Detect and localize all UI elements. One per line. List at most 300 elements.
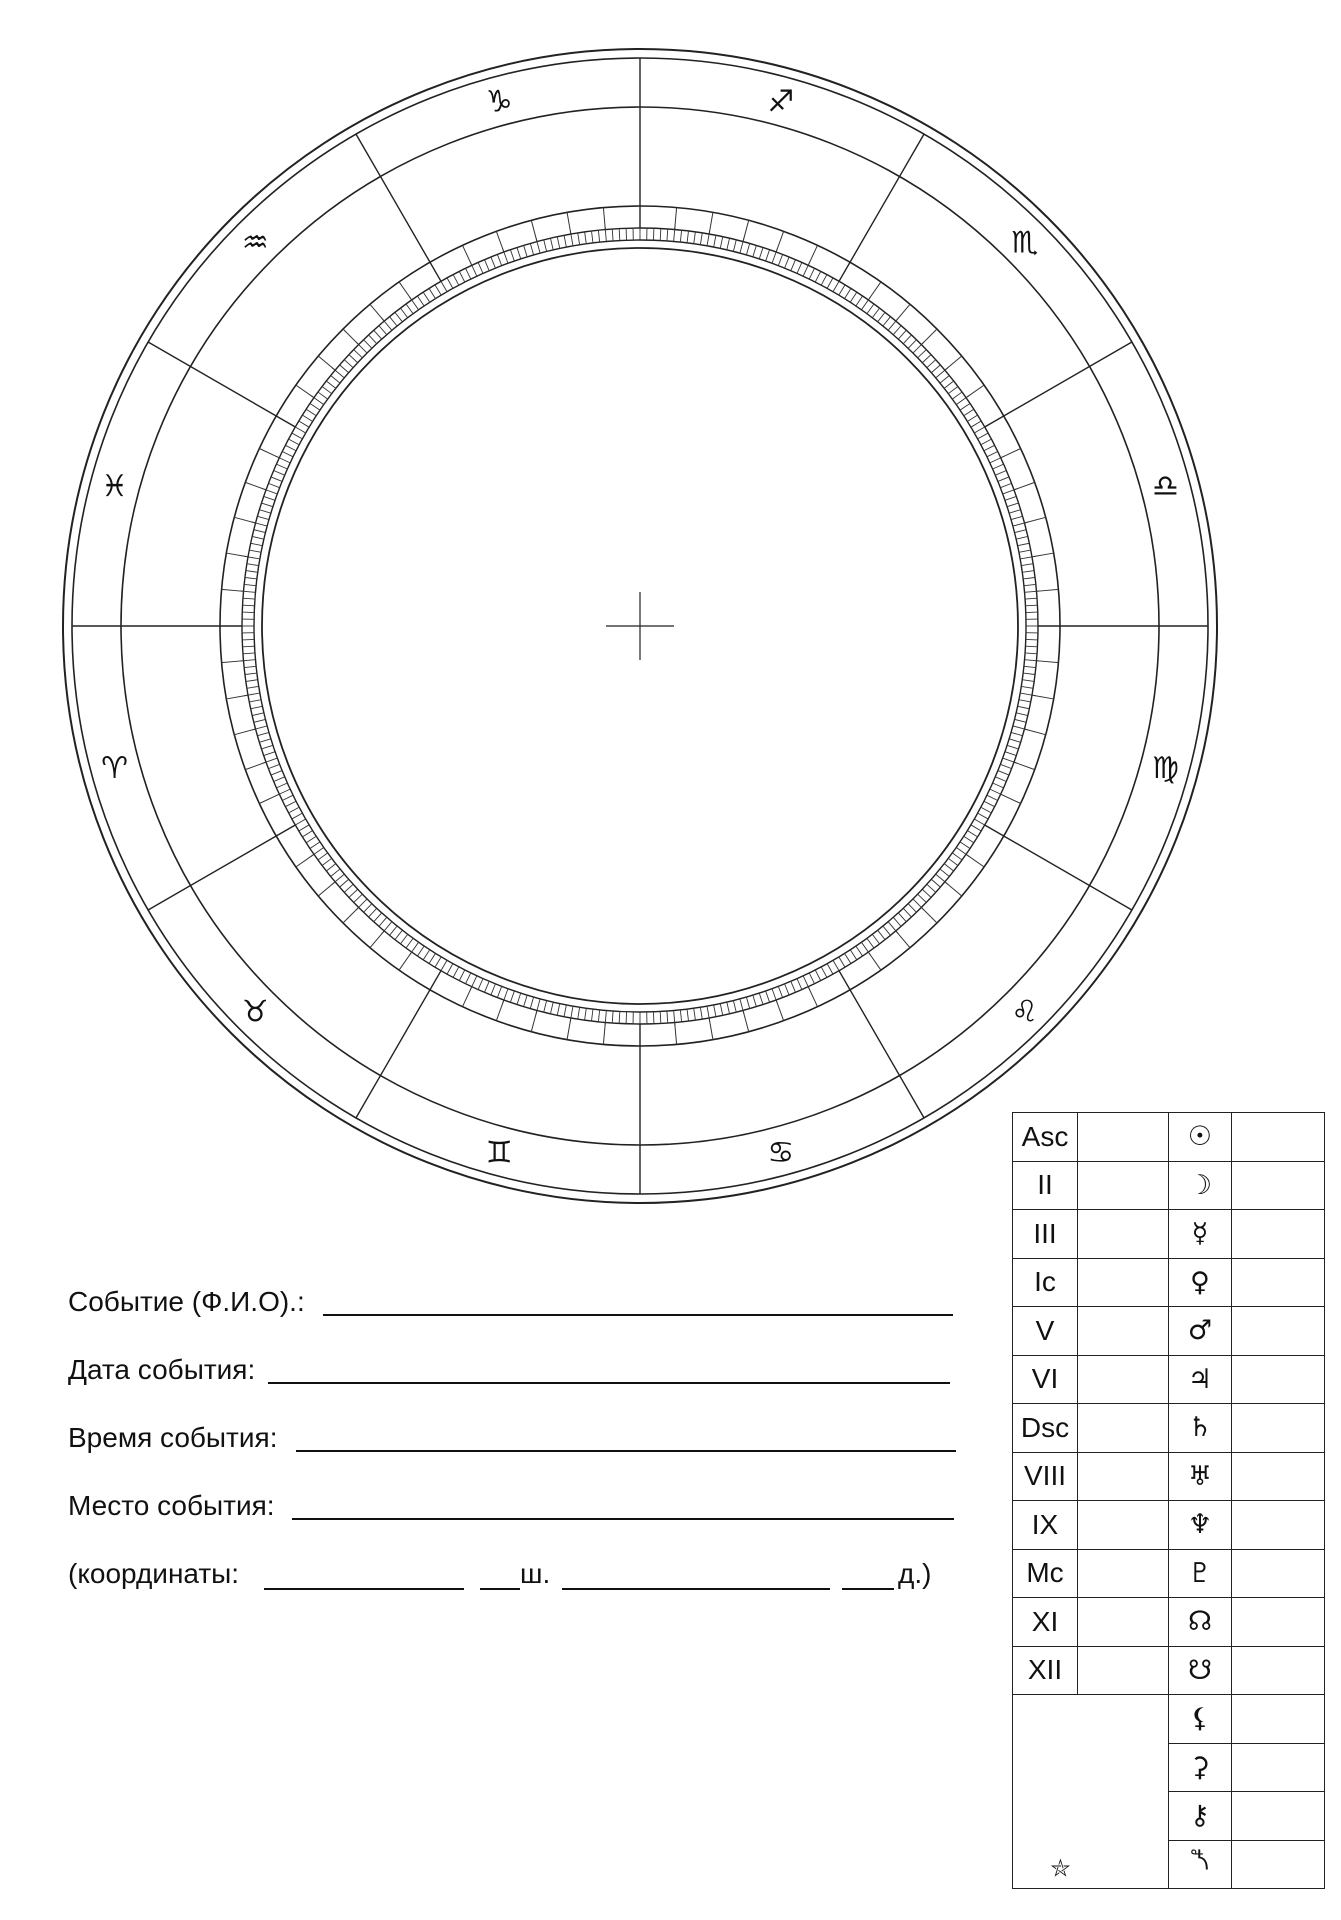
five-degree-tick [675, 208, 677, 230]
five-degree-tick [808, 245, 817, 265]
sagittarius-icon: ♐ [767, 84, 795, 120]
degree-tick [1011, 516, 1023, 519]
degree-tick [299, 825, 309, 831]
scorpio-icon: ♏ [1011, 225, 1039, 261]
degree-tick [981, 439, 992, 445]
house-value-cell[interactable] [1078, 1501, 1169, 1550]
degree-tick [491, 257, 495, 268]
taurus-icon: ♉ [241, 994, 269, 1030]
five-degree-tick [945, 882, 962, 896]
table-row [1013, 1598, 1325, 1647]
degree-tick [1009, 739, 1020, 743]
event-place-field[interactable] [292, 1518, 954, 1520]
degree-tick [845, 953, 851, 963]
degree-tick [995, 777, 1006, 782]
table-row [1013, 1404, 1325, 1453]
table-row [1013, 1161, 1325, 1210]
degree-tick [809, 973, 814, 984]
house-label: II [1013, 1161, 1078, 1210]
degree-tick [694, 1008, 696, 1020]
degree-tick [282, 795, 293, 800]
degree-tick [557, 1004, 559, 1016]
five-degree-tick [896, 304, 910, 321]
degree-tick [680, 1010, 681, 1022]
event-form [68, 1278, 958, 1610]
degree-tick [1016, 713, 1028, 716]
degree-tick [578, 233, 580, 245]
degree-tick [964, 409, 974, 416]
degree-tick [927, 360, 936, 368]
five-degree-tick [245, 762, 266, 770]
degree-tick [1005, 752, 1016, 756]
table-row [1013, 1452, 1325, 1501]
five-degree-tick [296, 385, 314, 398]
degree-tick [557, 237, 559, 249]
degree-tick [856, 296, 863, 306]
degree-tick [727, 1002, 730, 1014]
longitude-degrees-field[interactable] [562, 1588, 830, 1590]
degree-tick [791, 260, 796, 271]
degree-tick [687, 231, 688, 243]
event-name-field[interactable] [323, 1314, 953, 1316]
degree-tick [435, 285, 441, 295]
latitude-minutes-field[interactable] [480, 1588, 520, 1590]
event-date-field[interactable] [268, 1382, 950, 1384]
degree-tick [978, 433, 988, 439]
degree-tick [395, 930, 402, 939]
degree-tick [1025, 653, 1037, 654]
degree-tick [981, 807, 992, 813]
degree-tick [524, 995, 528, 1006]
degree-tick [331, 376, 340, 384]
planet-value-cell[interactable] [1232, 1549, 1325, 1598]
degree-tick [940, 376, 949, 384]
degree-tick [883, 317, 891, 326]
five-degree-tick [1032, 695, 1054, 699]
five-degree-tick [226, 553, 248, 557]
degree-tick [753, 995, 757, 1006]
five-degree-tick [776, 231, 784, 252]
degree-tick [1025, 646, 1037, 647]
five-degree-tick [709, 1018, 713, 1040]
jupiter-icon: ♃ [1169, 1355, 1232, 1404]
degree-tick [700, 233, 702, 245]
house-label: Dsc [1013, 1404, 1078, 1453]
event-date-label: Дата события: [68, 1354, 256, 1385]
degree-tick [251, 706, 263, 708]
degree-tick [1025, 605, 1037, 606]
degree-tick [785, 257, 789, 268]
degree-tick [318, 853, 328, 860]
degree-tick [400, 934, 407, 944]
degree-tick [243, 653, 255, 654]
five-degree-tick [743, 220, 749, 241]
event-name-row [68, 1278, 958, 1346]
table-row [1013, 1549, 1325, 1598]
degree-tick [274, 777, 285, 782]
degree-tick [883, 926, 891, 935]
planet-value-cell[interactable] [1232, 1695, 1325, 1744]
degree-tick [619, 1011, 620, 1023]
five-degree-tick [743, 1010, 749, 1031]
five-degree-tick [603, 208, 605, 230]
table-row [1013, 1307, 1325, 1356]
house-value-cell[interactable] [1078, 1404, 1169, 1453]
degree-tick [927, 884, 936, 892]
house-value-cell[interactable] [1078, 1258, 1169, 1307]
degree-tick [1000, 764, 1011, 768]
five-degree-tick [1024, 729, 1045, 735]
degree-tick [484, 981, 489, 992]
house-label: Ic [1013, 1258, 1078, 1307]
degree-tick [878, 930, 885, 939]
five-degree-tick [463, 987, 472, 1007]
degree-tick [667, 229, 668, 241]
five-degree-tick [709, 212, 713, 234]
degree-tick [1005, 496, 1016, 500]
planet-value-cell[interactable] [1232, 1355, 1325, 1404]
five-degree-tick [966, 854, 984, 867]
degree-tick [984, 801, 995, 806]
degree-tick [274, 470, 285, 475]
center-cross [606, 592, 674, 660]
degree-tick [322, 386, 332, 393]
degree-tick [326, 381, 335, 388]
degree-tick [374, 330, 382, 339]
degree-tick [714, 235, 716, 247]
degree-tick [395, 312, 402, 321]
degree-tick [1018, 706, 1030, 708]
degree-tick [733, 1001, 736, 1013]
planet-value-cell[interactable] [1232, 1646, 1325, 1695]
degree-tick [249, 550, 261, 552]
five-degree-tick [868, 952, 881, 970]
degree-tick [998, 771, 1009, 775]
event-date-row [68, 1346, 958, 1414]
degree-tick [922, 889, 931, 897]
sign-divider [839, 971, 924, 1118]
house-value-cell[interactable] [1078, 1355, 1169, 1404]
house-value-cell[interactable] [1078, 1307, 1169, 1356]
degree-tick [524, 245, 528, 256]
five-degree-tick [808, 987, 817, 1007]
degree-tick [1021, 564, 1033, 566]
table-row [1013, 1210, 1325, 1259]
degree-tick [778, 254, 782, 265]
five-degree-tick [1036, 661, 1058, 663]
degree-tick [878, 312, 885, 321]
sun-icon: ☉ [1169, 1113, 1232, 1162]
degree-tick [952, 392, 962, 399]
degree-tick [746, 243, 749, 255]
planet-value-cell[interactable] [1232, 1743, 1325, 1792]
pisces-icon: ♓ [101, 469, 128, 505]
five-degree-tick [222, 661, 244, 663]
degree-tick [1015, 719, 1027, 722]
degree-tick [987, 452, 998, 457]
five-degree-tick [966, 385, 984, 398]
degree-tick [872, 934, 879, 944]
latitude-degrees-field[interactable] [264, 1588, 464, 1590]
degree-tick [612, 1011, 613, 1023]
degree-tick [544, 1001, 547, 1013]
coordinates-label: (координаты: [68, 1558, 240, 1589]
degree-tick [390, 926, 398, 935]
neptune-icon: ♆ [1169, 1501, 1232, 1550]
degree-tick [331, 869, 340, 877]
degree-tick [850, 292, 857, 302]
degree-tick [244, 666, 256, 667]
house-label: Mc [1013, 1549, 1078, 1598]
degree-tick [1009, 510, 1020, 514]
table-row [1013, 1646, 1325, 1695]
degree-tick [785, 984, 789, 995]
degree-tick [466, 973, 471, 984]
south-node-icon: ☋ [1169, 1646, 1232, 1695]
planet-value-cell[interactable] [1232, 1404, 1325, 1453]
degree-tick [971, 825, 981, 831]
degree-tick [1015, 530, 1027, 533]
degree-tick [791, 981, 796, 992]
five-degree-tick [603, 1022, 605, 1044]
degree-tick [564, 235, 566, 247]
sign-divider [356, 134, 441, 281]
five-degree-tick [1014, 762, 1035, 770]
degree-tick [987, 795, 998, 800]
table-row [1013, 1501, 1325, 1550]
degree-tick [1019, 700, 1031, 702]
five-degree-tick [945, 356, 962, 370]
degree-tick [948, 858, 958, 865]
five-degree-tick [318, 356, 335, 370]
five-degree-tick [234, 729, 255, 735]
house-label: IX [1013, 1501, 1078, 1550]
degree-tick [544, 240, 547, 252]
degree-tick [1022, 680, 1034, 682]
degree-tick [1023, 577, 1035, 578]
degree-tick [893, 917, 901, 926]
table-row [1013, 1258, 1325, 1307]
degree-tick [1019, 550, 1031, 552]
degree-tick [827, 278, 833, 288]
degree-tick [302, 831, 312, 837]
planet-value-cell[interactable] [1232, 1792, 1325, 1841]
five-degree-tick [1001, 449, 1021, 458]
degree-tick [326, 864, 335, 871]
house-value-cell[interactable] [1078, 1452, 1169, 1501]
five-degree-tick [245, 482, 266, 490]
degree-tick [302, 415, 312, 421]
cancer-icon: ♋ [767, 1135, 795, 1171]
degree-tick [1000, 483, 1011, 487]
aries-icon: ♈ [101, 750, 128, 786]
five-degree-tick [343, 329, 359, 345]
ceres-icon: ⚳ [1169, 1743, 1232, 1792]
sign-divider [148, 342, 295, 427]
degree-tick [893, 326, 901, 335]
degree-tick [759, 993, 763, 1004]
degree-tick [815, 970, 820, 981]
five-degree-tick [259, 794, 279, 803]
degree-tick [259, 510, 270, 514]
degree-tick [289, 807, 300, 813]
house-value-cell[interactable] [1078, 1549, 1169, 1598]
degree-tick [720, 1004, 722, 1016]
degree-tick [243, 646, 255, 647]
degree-tick [1018, 543, 1030, 545]
degree-tick [247, 564, 259, 566]
degree-tick [390, 317, 398, 326]
degree-tick [815, 271, 820, 282]
sign-divider [985, 342, 1132, 427]
moon-icon: ☽ [1169, 1161, 1232, 1210]
degree-tick [306, 836, 316, 843]
degree-tick [429, 953, 435, 963]
event-time-field[interactable] [296, 1450, 956, 1452]
degree-tick [700, 1007, 702, 1019]
degree-tick [845, 288, 851, 298]
pluto-icon: ♇ [1169, 1549, 1232, 1598]
degree-tick [931, 365, 940, 373]
virgo-icon: ♍ [1152, 750, 1179, 786]
house-value-cell[interactable] [1078, 1598, 1169, 1647]
house-value-cell[interactable] [1078, 1646, 1169, 1695]
five-degree-tick [1032, 553, 1054, 557]
degree-tick [1023, 673, 1035, 674]
degree-tick [459, 271, 464, 282]
degree-tick [354, 350, 363, 358]
degree-tick [821, 967, 827, 978]
degree-tick [344, 884, 353, 892]
degree-tick [246, 571, 258, 573]
degree-tick [447, 278, 453, 288]
degree-tick [254, 719, 266, 722]
five-degree-tick [1001, 794, 1021, 803]
degree-tick [510, 250, 514, 261]
house-label: VIII [1013, 1452, 1078, 1501]
degree-tick [246, 680, 258, 682]
degree-tick [550, 1002, 553, 1014]
degree-tick [660, 229, 661, 241]
degree-tick [497, 986, 501, 997]
degree-tick [856, 946, 863, 956]
table-row [1013, 1113, 1325, 1162]
degree-tick [261, 503, 272, 507]
degree-tick [340, 365, 349, 373]
degree-tick [1024, 666, 1036, 667]
degree-tick [245, 577, 257, 578]
degree-tick [998, 477, 1009, 481]
degree-tick [967, 415, 977, 421]
house-value-cell[interactable] [1078, 1113, 1169, 1162]
degree-tick [960, 842, 970, 849]
degree-tick [369, 335, 377, 344]
planet-value-cell[interactable] [1232, 1258, 1325, 1307]
degree-tick [922, 355, 931, 363]
planet-value-cell[interactable] [1232, 1161, 1325, 1210]
degree-tick [292, 813, 302, 819]
degree-tick [908, 340, 916, 349]
event-name-label: Событие (Ф.И.О).: [68, 1286, 305, 1317]
degree-tick [306, 409, 316, 416]
degree-tick [598, 230, 599, 242]
degree-tick [964, 836, 974, 843]
degree-tick [453, 967, 459, 978]
degree-tick [417, 296, 424, 306]
degree-tick [746, 997, 749, 1009]
degree-tick [903, 908, 911, 917]
venus-icon: ♀ [1169, 1258, 1232, 1307]
house-value-cell[interactable] [1078, 1210, 1169, 1259]
degree-tick [984, 445, 995, 450]
longitude-minutes-field[interactable] [842, 1588, 894, 1590]
degree-tick [960, 403, 970, 410]
degree-tick [429, 288, 435, 298]
degree-tick [257, 732, 269, 735]
degree-tick [423, 950, 430, 960]
planet-value-cell[interactable] [1232, 1598, 1325, 1647]
degree-tick [285, 801, 296, 806]
degree-tick [931, 879, 940, 887]
degree-tick [908, 904, 916, 913]
planet-value-cell[interactable] [1232, 1840, 1325, 1889]
degree-tick [491, 984, 495, 995]
degree-tick [257, 516, 269, 519]
house-label: V [1013, 1307, 1078, 1356]
degree-tick [282, 452, 293, 457]
degree-tick [310, 842, 320, 849]
degree-tick [245, 673, 257, 674]
sign-divider [985, 825, 1132, 910]
degree-tick [809, 268, 814, 279]
planet-value-cell[interactable] [1232, 1113, 1325, 1162]
five-degree-tick [1024, 517, 1045, 523]
house-value-cell[interactable] [1078, 1161, 1169, 1210]
degree-tick [322, 858, 332, 865]
house-label: Asc [1013, 1113, 1078, 1162]
mars-icon: ♂ [1169, 1307, 1232, 1356]
planet-value-cell[interactable] [1232, 1307, 1325, 1356]
sign-divider [148, 825, 295, 910]
five-degree-tick [343, 907, 359, 923]
degree-tick [466, 268, 471, 279]
five-degree-tick [226, 695, 248, 699]
planet-value-cell[interactable] [1232, 1210, 1325, 1259]
blank-cell [1013, 1695, 1169, 1889]
degree-tick [406, 938, 413, 948]
five-degree-tick [296, 854, 314, 867]
degree-tick [797, 262, 802, 273]
degree-tick [400, 308, 407, 318]
degree-tick [364, 340, 372, 349]
planet-value-cell[interactable] [1232, 1501, 1325, 1550]
degree-tick [299, 421, 309, 427]
planet-value-cell[interactable] [1232, 1452, 1325, 1501]
degree-tick [1024, 584, 1036, 585]
five-degree-tick [776, 1000, 784, 1021]
degree-tick [578, 1007, 580, 1019]
pentagram-icon: ⛥ [1050, 1854, 1071, 1882]
degree-tick [727, 238, 730, 250]
five-degree-tick [259, 449, 279, 458]
degree-tick [510, 991, 514, 1002]
degree-tick [1007, 503, 1018, 507]
five-degree-tick [531, 220, 537, 241]
degree-tick [340, 879, 349, 887]
degree-tick [550, 238, 553, 250]
degree-tick [598, 1010, 599, 1022]
five-degree-tick [1014, 482, 1035, 490]
